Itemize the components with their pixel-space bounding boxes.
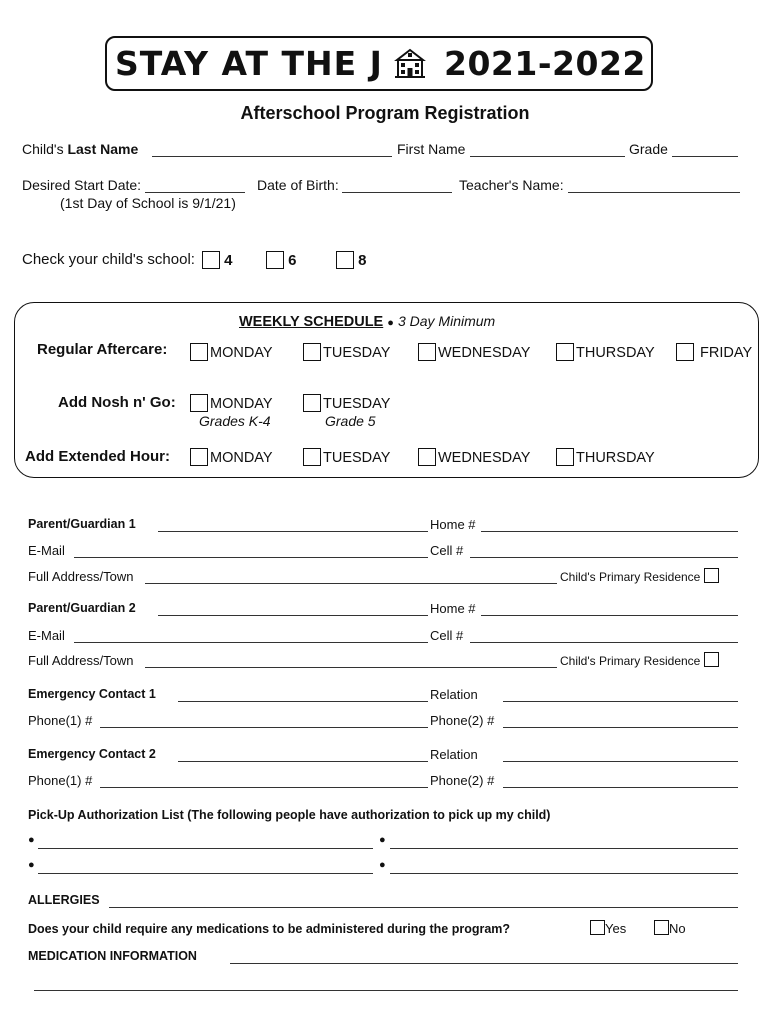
school-option-8[interactable]: 8 bbox=[336, 251, 367, 269]
aftercare-monday-checkbox[interactable] bbox=[190, 343, 208, 361]
pickup-label: Pick-Up Authorization List (The following people have authorization to pick up my child) bbox=[28, 808, 551, 822]
dob-field[interactable] bbox=[342, 192, 452, 193]
aftercare-tuesday-checkbox[interactable] bbox=[303, 343, 321, 361]
aftercare-thursday-checkbox[interactable] bbox=[556, 343, 574, 361]
regular-aftercare-label: Regular Aftercare: bbox=[37, 341, 168, 358]
child-name-row: Child's Last Name bbox=[22, 141, 139, 157]
medication-info-field-2[interactable] bbox=[34, 990, 738, 991]
medication-info-field[interactable] bbox=[230, 963, 738, 964]
extended-tuesday[interactable]: TUESDAY bbox=[303, 448, 390, 466]
page-title: STAY AT THE J bbox=[115, 44, 383, 83]
parent1-home-field[interactable] bbox=[481, 531, 738, 532]
parent1-address-field[interactable] bbox=[145, 583, 557, 584]
extended-monday-checkbox[interactable] bbox=[190, 448, 208, 466]
parent1-email-label: E-Mail bbox=[28, 543, 65, 558]
bullet-icon: ● bbox=[28, 859, 35, 871]
parent2-label: Parent/Guardian 2 bbox=[28, 601, 136, 615]
school-icon bbox=[393, 47, 427, 81]
form-subtitle: Afterschool Program Registration bbox=[240, 103, 530, 123]
aftercare-wednesday[interactable]: WEDNESDAY bbox=[418, 343, 530, 361]
teacher-field[interactable] bbox=[568, 192, 740, 193]
extended-wednesday-checkbox[interactable] bbox=[418, 448, 436, 466]
parent1-cell-label: Cell # bbox=[430, 543, 464, 558]
emergency1-phone2-field[interactable] bbox=[503, 727, 738, 728]
emergency2-field[interactable] bbox=[178, 761, 428, 762]
aftercare-thursday[interactable]: THURSDAY bbox=[556, 343, 655, 361]
allergies-field[interactable] bbox=[109, 907, 738, 908]
extended-wednesday[interactable]: WEDNESDAY bbox=[418, 448, 530, 466]
medication-question: Does your child require any medications to be administered during the program? bbox=[28, 922, 511, 936]
aftercare-wednesday-checkbox[interactable] bbox=[418, 343, 436, 361]
pickup-field-1[interactable] bbox=[38, 848, 373, 849]
aftercare-tuesday[interactable]: TUESDAY bbox=[303, 343, 390, 361]
grade-field[interactable] bbox=[672, 156, 738, 157]
emergency1-field[interactable] bbox=[178, 701, 428, 702]
dob-label: Date of Birth: bbox=[257, 177, 339, 193]
parent2-field[interactable] bbox=[158, 615, 428, 616]
extended-hour-label: Add Extended Hour: bbox=[25, 448, 170, 465]
parent1-address-label: Full Address/Town bbox=[28, 569, 134, 584]
parent1-residence[interactable]: Child's Primary Residence bbox=[560, 568, 719, 584]
emergency2-phone2-field[interactable] bbox=[503, 787, 738, 788]
allergies-label: ALLERGIES bbox=[28, 893, 100, 907]
last-name-label: Last Name bbox=[67, 141, 139, 157]
start-date-note: (1st Day of School is 9/1/21) bbox=[60, 195, 236, 211]
parent1-field[interactable] bbox=[158, 531, 428, 532]
medication-info-label: MEDICATION INFORMATION bbox=[28, 949, 197, 963]
school-6-checkbox[interactable] bbox=[266, 251, 284, 269]
aftercare-friday[interactable]: FRIDAY bbox=[676, 343, 752, 361]
nosh-monday[interactable]: MONDAY bbox=[190, 394, 273, 412]
parent1-cell-field[interactable] bbox=[470, 557, 738, 558]
emergency1-phone2-label: Phone(2) # bbox=[430, 713, 495, 728]
bullet-icon: ● bbox=[387, 317, 394, 329]
parent2-cell-field[interactable] bbox=[470, 642, 738, 643]
schedule-title: WEEKLY SCHEDULE ● 3 Day Minimum bbox=[239, 313, 496, 330]
pickup-field-2[interactable] bbox=[390, 848, 738, 849]
emergency2-relation-field[interactable] bbox=[503, 761, 738, 762]
parent2-cell-label: Cell # bbox=[430, 628, 464, 643]
parent2-email-label: E-Mail bbox=[28, 628, 65, 643]
medication-no[interactable]: No bbox=[654, 920, 686, 936]
teacher-label: Teacher's Name: bbox=[459, 177, 564, 193]
medication-yes-checkbox[interactable] bbox=[590, 920, 605, 935]
emergency1-relation-label: Relation bbox=[430, 687, 478, 702]
school-8-checkbox[interactable] bbox=[336, 251, 354, 269]
parent2-home-label: Home # bbox=[430, 601, 476, 616]
aftercare-monday[interactable]: MONDAY bbox=[190, 343, 273, 361]
first-name-label: First Name bbox=[397, 141, 466, 157]
extended-thursday-checkbox[interactable] bbox=[556, 448, 574, 466]
medication-yes[interactable]: Yes bbox=[590, 920, 626, 936]
nosh-n-go-label: Add Nosh n' Go: bbox=[58, 394, 176, 411]
grade-label: Grade bbox=[629, 141, 668, 157]
parent2-address-field[interactable] bbox=[145, 667, 557, 668]
nosh-tuesday[interactable]: TUESDAY bbox=[303, 394, 390, 412]
start-date-field[interactable] bbox=[145, 192, 245, 193]
emergency2-phone1-field[interactable] bbox=[100, 787, 428, 788]
emergency1-label: Emergency Contact 1 bbox=[28, 687, 156, 701]
parent2-residence[interactable]: Child's Primary Residence bbox=[560, 652, 719, 668]
parent2-residence-checkbox[interactable] bbox=[704, 652, 719, 667]
aftercare-friday-checkbox[interactable] bbox=[676, 343, 694, 361]
nosh-monday-checkbox[interactable] bbox=[190, 394, 208, 412]
parent2-home-field[interactable] bbox=[481, 615, 738, 616]
parent2-address-label: Full Address/Town bbox=[28, 653, 134, 668]
emergency2-label: Emergency Contact 2 bbox=[28, 747, 156, 761]
emergency2-phone1-label: Phone(1) # bbox=[28, 773, 93, 788]
pickup-field-4[interactable] bbox=[390, 873, 738, 874]
bullet-icon: ● bbox=[379, 859, 386, 871]
emergency1-phone1-field[interactable] bbox=[100, 727, 428, 728]
school-check-row bbox=[22, 251, 195, 268]
school-4-checkbox[interactable] bbox=[202, 251, 220, 269]
school-check-label: Check your child's school: bbox=[22, 251, 195, 268]
extended-monday[interactable]: MONDAY bbox=[190, 448, 273, 466]
school-option-4[interactable]: 4 bbox=[202, 251, 233, 269]
last-name-field[interactable] bbox=[152, 156, 392, 157]
school-option-6[interactable]: 6 bbox=[266, 251, 297, 269]
nosh-note-k4: Grades K-4 bbox=[199, 413, 271, 429]
extended-thursday[interactable]: THURSDAY bbox=[556, 448, 655, 466]
emergency2-phone2-label: Phone(2) # bbox=[430, 773, 495, 788]
nosh-note-grade5: Grade 5 bbox=[325, 413, 376, 429]
start-date-label: Desired Start Date: bbox=[22, 177, 142, 193]
parent1-email-field[interactable] bbox=[74, 557, 428, 558]
emergency2-relation-label: Relation bbox=[430, 747, 478, 762]
parent1-label: Parent/Guardian 1 bbox=[28, 517, 136, 531]
emergency1-phone1-label: Phone(1) # bbox=[28, 713, 93, 728]
parent1-residence-checkbox[interactable] bbox=[704, 568, 719, 583]
medication-no-checkbox[interactable] bbox=[654, 920, 669, 935]
bullet-icon: ● bbox=[379, 834, 386, 846]
pickup-field-3[interactable] bbox=[38, 873, 373, 874]
parent2-email-field[interactable] bbox=[74, 642, 428, 643]
parent1-home-label: Home # bbox=[430, 517, 476, 532]
nosh-tuesday-checkbox[interactable] bbox=[303, 394, 321, 412]
school-year: 2021-2022 bbox=[444, 44, 646, 83]
extended-tuesday-checkbox[interactable] bbox=[303, 448, 321, 466]
emergency1-relation-field[interactable] bbox=[503, 701, 738, 702]
bullet-icon: ● bbox=[28, 834, 35, 846]
first-name-field[interactable] bbox=[470, 156, 625, 157]
